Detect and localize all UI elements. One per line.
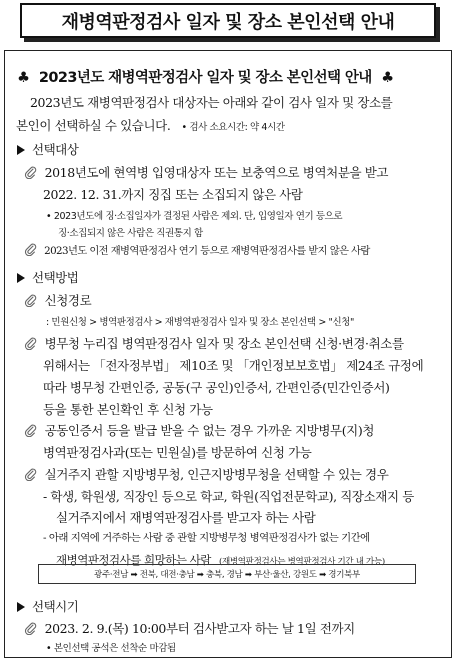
paperclip-icon — [24, 424, 37, 437]
sub-note: (재병역판정검사는 병역판정검사 기간 내 가능) — [218, 557, 385, 567]
list-item-cont: 2022. 12. 31.까지 징집 또는 소집되지 않은 사람 — [43, 187, 303, 202]
list-item-cont: 따라 병무청 간편인증, 공동(구 공인)인증서, 간편인증(민간인증서) — [43, 380, 390, 395]
subtitle-row — [17, 66, 394, 87]
intro-line: 본인이 선택하실 수 있습니다. • 검사 소요시간: 약 4시간 — [16, 118, 285, 133]
list-item-cont: 병역판정검사과(또는 민원실)를 방문하여 신청 가능 — [43, 445, 312, 460]
region-list: 광주·전남 ➡ 전북, 대전·충남 ➡ 충북, 경남 ➡ 부산·울산, 강원도 ➡ 경기북부 — [94, 570, 360, 580]
paperclip-icon — [24, 622, 37, 635]
route-path: : 민원신청 > 병역판정검사 > 재병역판정검사 일자 및 장소 본인선택 > "신청" — [46, 317, 354, 328]
sub-item: - 학생, 학원생, 직장인 등으로 학교, 학원(직업전문학교), 직장소재지 등 — [43, 489, 414, 504]
list-item-cont: 위해서는 「전자정부법」 제10조 및 「개인정보보호법」 제24조 규정에 — [43, 358, 424, 373]
list-item: 공동인증서 등을 발급 받을 수 없는 경우 가까운 지방병무(지)청 — [24, 421, 374, 439]
list-item: 신청경로 — [24, 291, 91, 309]
triangle-right-icon — [17, 602, 25, 612]
list-item: 실거주지 관할 지방병무청, 인근지방병무청을 선택할 수 있는 경우 — [24, 465, 388, 483]
paperclip-icon — [24, 166, 37, 179]
list-item: 2023. 2. 9.(목) 10:00부터 검사받고자 하는 날 1일 전까지 — [24, 619, 355, 637]
club-icon: ♣ — [381, 70, 394, 86]
list-item: 병무청 누리집 병역판정검사 일자 및 장소 본인선택 신청·변경·취소를 — [24, 334, 404, 352]
section-heading: 선택방법 — [17, 268, 78, 286]
sub-note: 징·소집되지 않은 사람은 직권통지 함 — [58, 228, 203, 239]
triangle-right-icon — [17, 273, 25, 283]
paperclip-icon — [24, 337, 37, 350]
subtitle-text: 2023년도 재병역판정검사 일자 및 장소 본인선택 안내 — [38, 70, 372, 86]
list-item: 2018년도에 현역병 입영대상자 또는 보충역으로 병역처분을 받고 — [24, 163, 388, 181]
triangle-right-icon — [17, 145, 25, 155]
time-note: • 검사 소요시간: 약 4시간 — [181, 122, 285, 133]
list-item: 2023년도 이전 재병역판정검사 연기 등으로 재병역판정검사를 받지 않은 사람 — [24, 242, 370, 257]
page-title: 재병역판정검사 일자 및 장소 본인선택 안내 — [61, 11, 395, 33]
region-box — [38, 564, 416, 584]
paperclip-icon — [24, 294, 37, 307]
club-icon: ♣ — [17, 70, 30, 86]
section-heading: 선택시기 — [17, 597, 78, 615]
paperclip-icon — [24, 468, 37, 481]
section-heading: 선택대상 — [17, 140, 78, 158]
sub-note: • 본인선택 공석은 선착순 마감됨 — [46, 643, 176, 654]
sub-item-cont: 재병역판정검사를 희망하는 사람 (재병역판정검사는 병역판정검사 기간 내 가능) — [56, 553, 385, 567]
sub-item: - 아래 지역에 거주하는 사람 중 관할 지방병무청 병역판정검사가 없는 기간에 — [43, 532, 370, 544]
sub-note: • 2023년도에 징·소집일자가 결정된 사람은 제외. 단, 입영일자 연기 등으로 — [46, 211, 343, 222]
sub-item-cont: 실거주지에서 재병역판정검사를 받고자 하는 사람 — [56, 510, 316, 525]
title-box — [20, 3, 436, 38]
intro-line: 2023년도 재병역판정검사 대상자는 아래와 같이 검사 일자 및 장소를 — [30, 95, 393, 110]
paperclip-icon — [24, 243, 37, 256]
list-item-cont: 등을 통한 본인확인 후 신청 가능 — [43, 402, 213, 417]
